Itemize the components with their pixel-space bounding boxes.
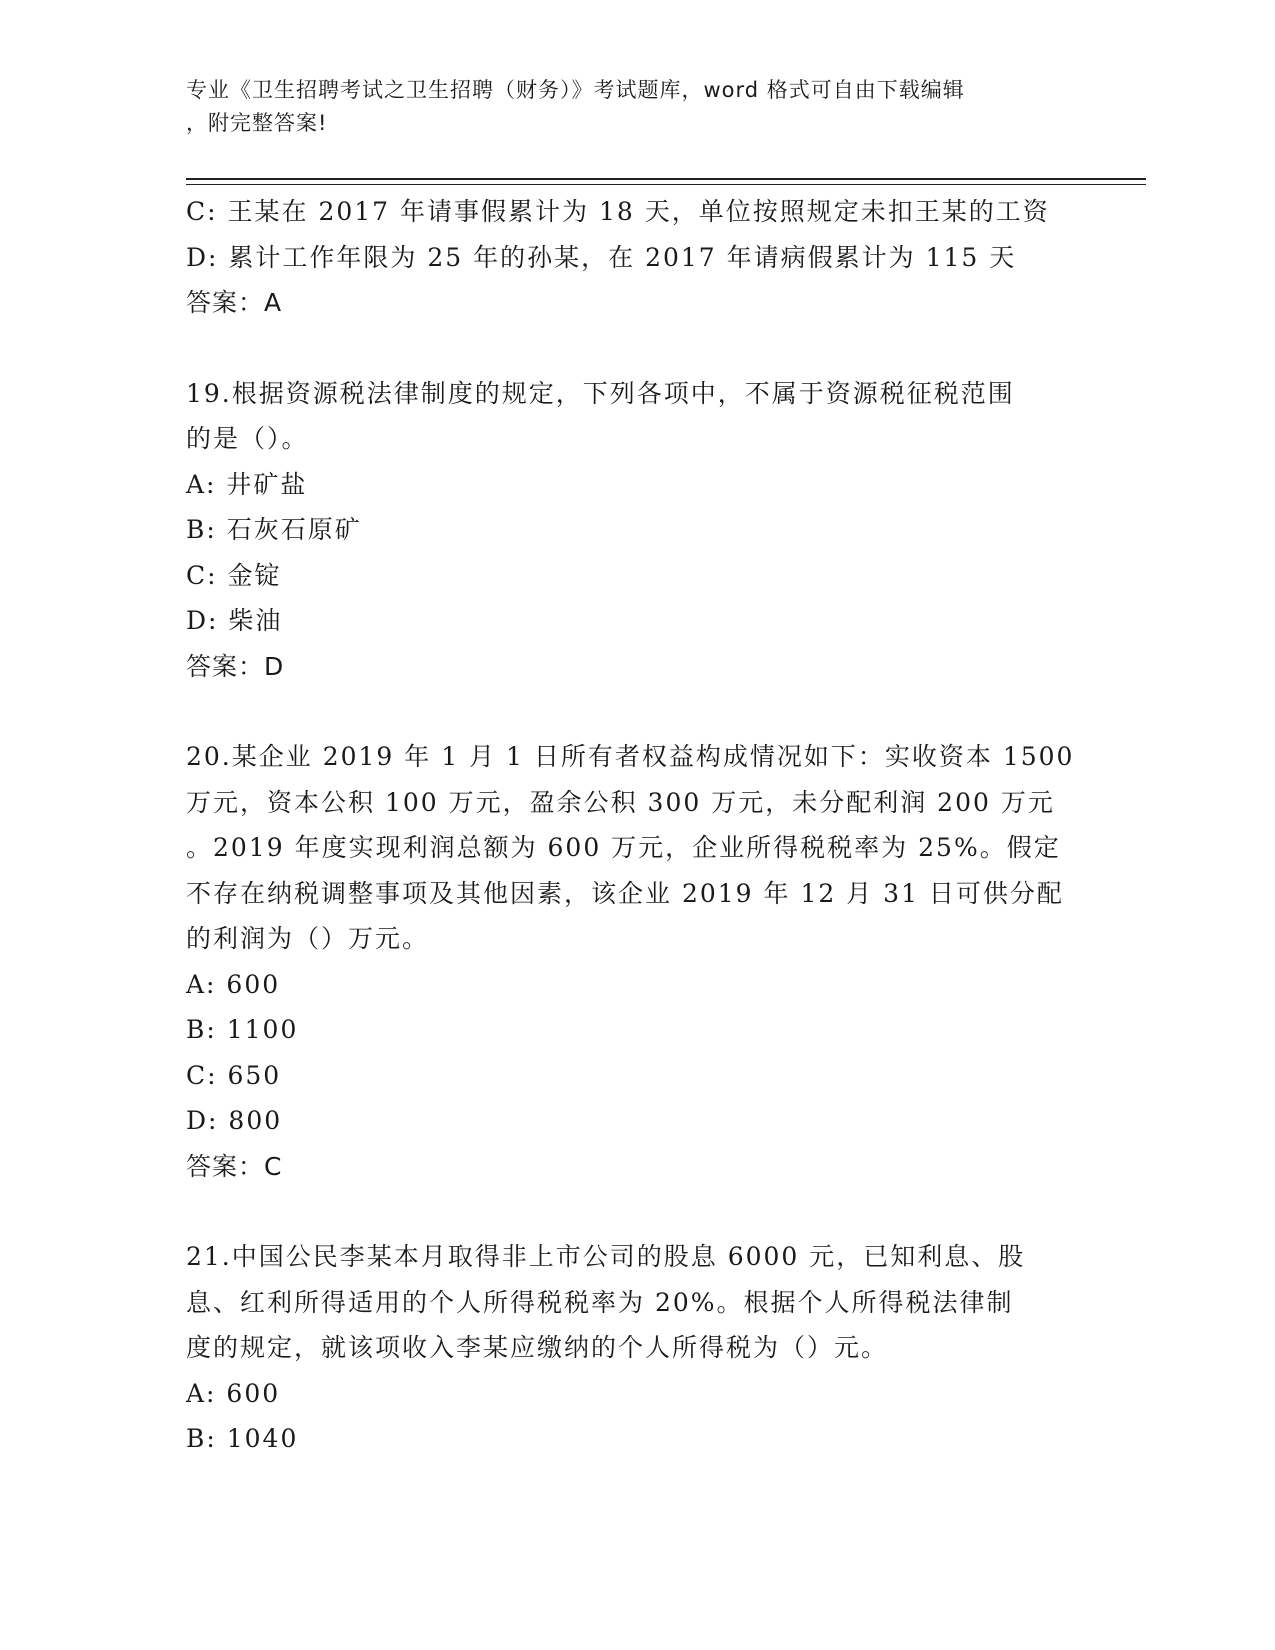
header-rule-thin xyxy=(186,184,1146,185)
question-18-continuation xyxy=(186,189,1086,326)
header-rule-thick xyxy=(186,178,1146,180)
option-a: A: 600 xyxy=(186,969,281,999)
question-text-line: 19.根据资源税法律制度的规定，下列各项中，不属于资源税征税范围 xyxy=(186,378,1015,408)
question-text-line: 。2019 年度实现利润总额为 600 万元，企业所得税税率为 25%。假定 xyxy=(186,833,1061,862)
answer-line: 答案：D xyxy=(186,651,285,681)
spacer xyxy=(186,326,1086,371)
question-text-line: 的利润为（）万元。 xyxy=(186,924,430,953)
document-header xyxy=(186,74,1066,140)
option-c: C: 650 xyxy=(186,1060,282,1090)
answer-line: 答案：A xyxy=(186,288,283,317)
question-text-line: 不存在纳税调整事项及其他因素，该企业 2019 年 12 月 31 日可供分配 xyxy=(186,878,1064,908)
question-text-line: 21.中国公民李某本月取得非上市公司的股息 6000 元，已知利息、股 xyxy=(186,1242,1026,1271)
question-list xyxy=(186,189,1086,1462)
option-b: B: 1100 xyxy=(186,1015,299,1044)
question-text-line: 度的规定，就该项收入李某应缴纳的个人所得税为（）元。 xyxy=(186,1333,889,1362)
question-text-line: 息、红利所得适用的个人所得税税率为 20%。根据个人所得税法律制 xyxy=(186,1287,1014,1317)
option-b: B: 1040 xyxy=(186,1424,299,1453)
header-line-2: ，附完整答案! xyxy=(186,111,328,135)
question-text-line: 万元，资本公积 100 万元，盈余公积 300 万元，未分配利润 200 万元 xyxy=(186,787,1055,817)
spacer xyxy=(186,1189,1086,1234)
answer-line: 答案：C xyxy=(186,1151,283,1181)
question-19 xyxy=(186,371,1086,690)
option-a: A: 600 xyxy=(186,1378,281,1408)
option-d: D: 800 xyxy=(186,1106,283,1135)
spacer xyxy=(186,689,1086,734)
option-c: C: 金锭 xyxy=(186,560,282,590)
option-d: D: 累计工作年限为 25 年的孙某，在 2017 年请病假累计为 115 天 xyxy=(186,242,1017,272)
question-21 xyxy=(186,1234,1086,1462)
question-text-line: 20.某企业 2019 年 1 月 1 日所有者权益构成情况如下：实收资本 1500 xyxy=(186,742,1075,771)
option-d: D: 柴油 xyxy=(186,606,283,635)
option-a: A: 井矿盐 xyxy=(186,469,308,499)
header-line-1: 专业《卫生招聘考试之卫生招聘（财务）》考试题库，word 格式可自由下载编辑 xyxy=(186,78,965,102)
question-text-line: 的是（）。 xyxy=(186,424,309,453)
option-b: B: 石灰石原矿 xyxy=(186,515,362,544)
option-c: C: 王某在 2017 年请事假累计为 18 天，单位按照规定未扣王某的工资 xyxy=(186,197,1050,226)
question-20 xyxy=(186,734,1086,1189)
